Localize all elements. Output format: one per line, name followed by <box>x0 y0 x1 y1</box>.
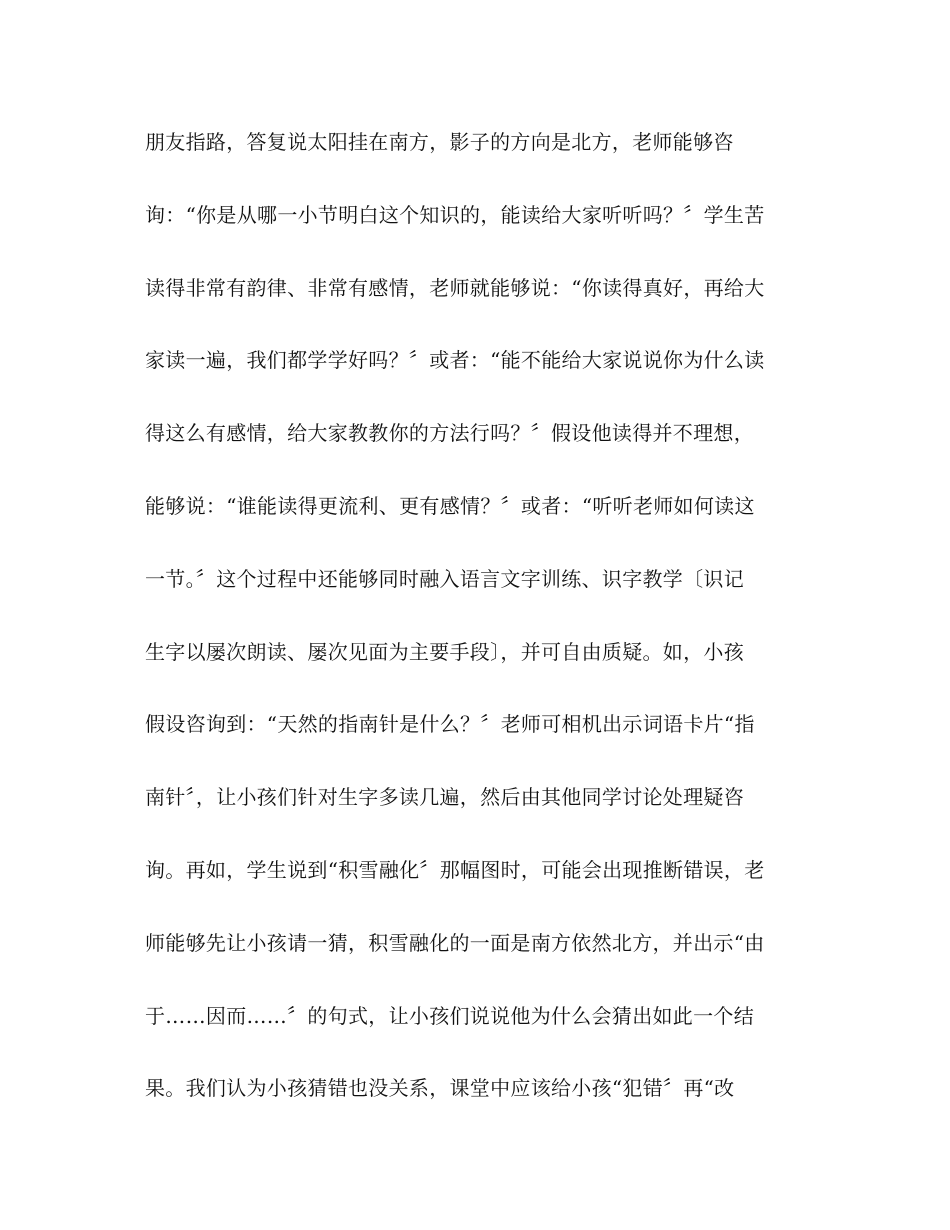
text-line: 南针〞，让小孩们针对生字多读几遍，然后由其他同学讨论处理疑咨 <box>145 785 744 810</box>
text-line: 询：“你是从哪一小节明白这个知识的，能读给大家听听吗？〞学生苦 <box>145 202 765 227</box>
body-paragraph <box>145 122 825 1141</box>
text-line: 一节。〞这个过程中还能够同时融入语言文字训练、识字教学〔识记 <box>145 566 744 591</box>
text-line: 能够说：“谁能读得更流利、更有感情？〞或者：“听听老师如何读这 <box>145 493 755 518</box>
text-line: 师能够先让小孩请一猜，积雪融化的一面是南方依然北方，并出示“由 <box>145 930 765 955</box>
text-line: 读得非常有韵律、非常有感情，老师就能够说：“你读得真好，再给大 <box>145 275 765 300</box>
text-line: 假设咨询到：“天然的指南针是什么？〞老师可相机出示词语卡片“指 <box>145 712 755 737</box>
text-line: 于……因而……〞的句式，让小孩们说说他为什么会猜出如此一个结 <box>145 1003 754 1028</box>
text-line: 得这么有感情，给大家教教你的方法行吗？〞假设他读得并不理想， <box>145 421 754 446</box>
text-line: 朋友指路，答复说太阳挂在南方，影子的方向是北方，老师能够咨 <box>145 130 734 154</box>
text-line: 生字以屡次朗读、屡次见面为主要手段〕，并可自由质疑。如，小孩 <box>145 639 744 664</box>
text-line: 果。我们认为小孩猜错也没关系，课堂中应该给小孩“犯错〞再“改 <box>145 1076 735 1101</box>
text-line: 家读一遍，我们都学学好吗？〞或者：“能不能给大家说说你为什么读 <box>145 348 765 373</box>
text-line: 询。再如，学生说到“积雪融化〞那幅图时，可能会出现推断错误，老 <box>145 857 765 882</box>
